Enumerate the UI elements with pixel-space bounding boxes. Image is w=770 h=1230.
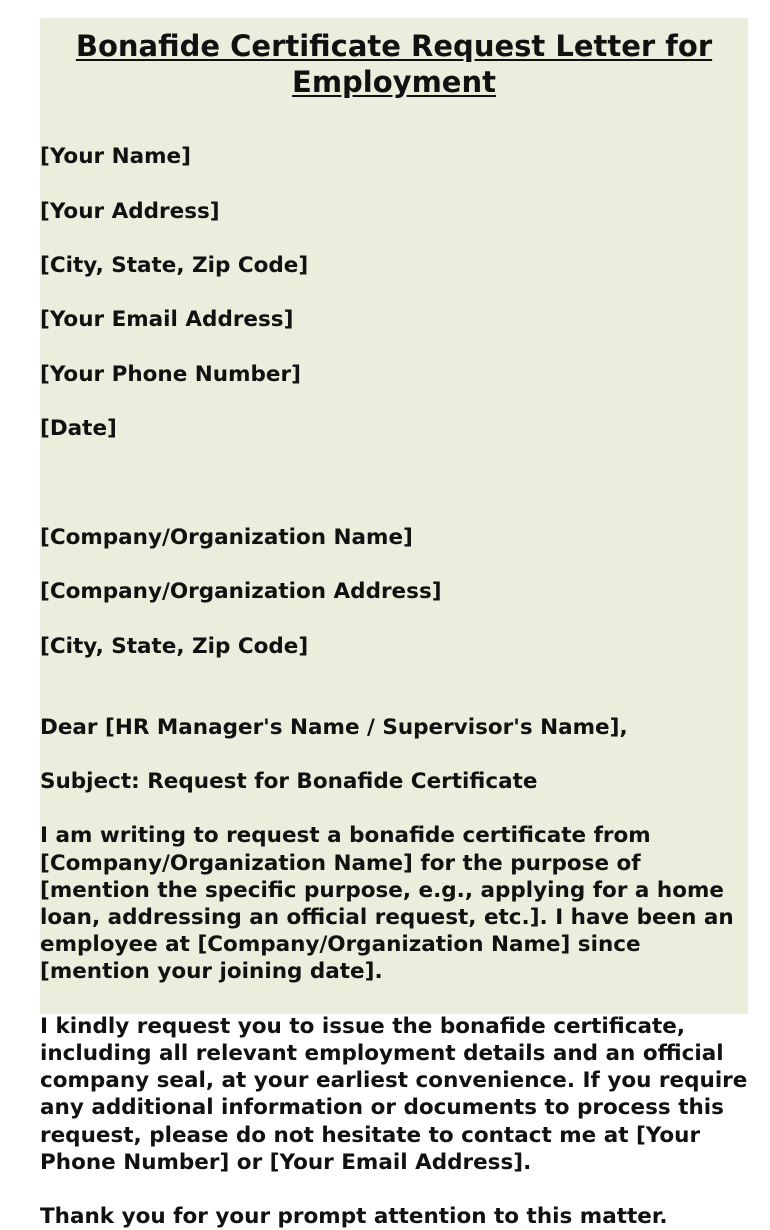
recipient-company-address: [Company/Organization Address] [40, 579, 442, 605]
sender-phone: [Your Phone Number] [40, 361, 301, 387]
sender-block [40, 116, 748, 470]
sender-address: [Your Address] [40, 198, 220, 224]
recipient-company-name: [Company/Organization Name] [40, 524, 413, 550]
recipient-block [40, 497, 748, 687]
page-title: Bonafide Certificate Request Letter for Employment [75, 29, 713, 99]
paragraph-closing: Thank you for your prompt attention to this matter. [40, 1203, 668, 1229]
subject-line: Subject: Request for Bonafide Certificate [40, 769, 538, 795]
letter-date: [Date] [40, 416, 117, 442]
paragraph-purpose: I am writing to request a bonafide certificate from [Company/Organization Name] for the purpose of [mention the specific purpose, e.g., applying for a home loan, addressing an official request, etc.]. I have been an employee at [Company/Organization Name] since [mention your joining date]. [40, 823, 734, 985]
salutation: Dear [HR Manager's Name / Supervisor's Name], [40, 715, 628, 741]
letter-page [40, 18, 748, 1229]
sender-email: [Your Email Address] [40, 307, 294, 333]
sender-city-state-zip: [City, State, Zip Code] [40, 253, 309, 279]
sender-name: [Your Name] [40, 144, 191, 170]
letter-body [40, 116, 748, 1230]
paragraph-request: I kindly request you to issue the bonafide certificate, including all relevant employment details and an official company seal, at your earliest convenience. If you require any additional information or documents to process this request, please do not hesitate to contact me at [Your Phone Number] or [Your Email Address]. [40, 1013, 748, 1175]
recipient-city-state-zip: [City, State, Zip Code] [40, 633, 309, 659]
